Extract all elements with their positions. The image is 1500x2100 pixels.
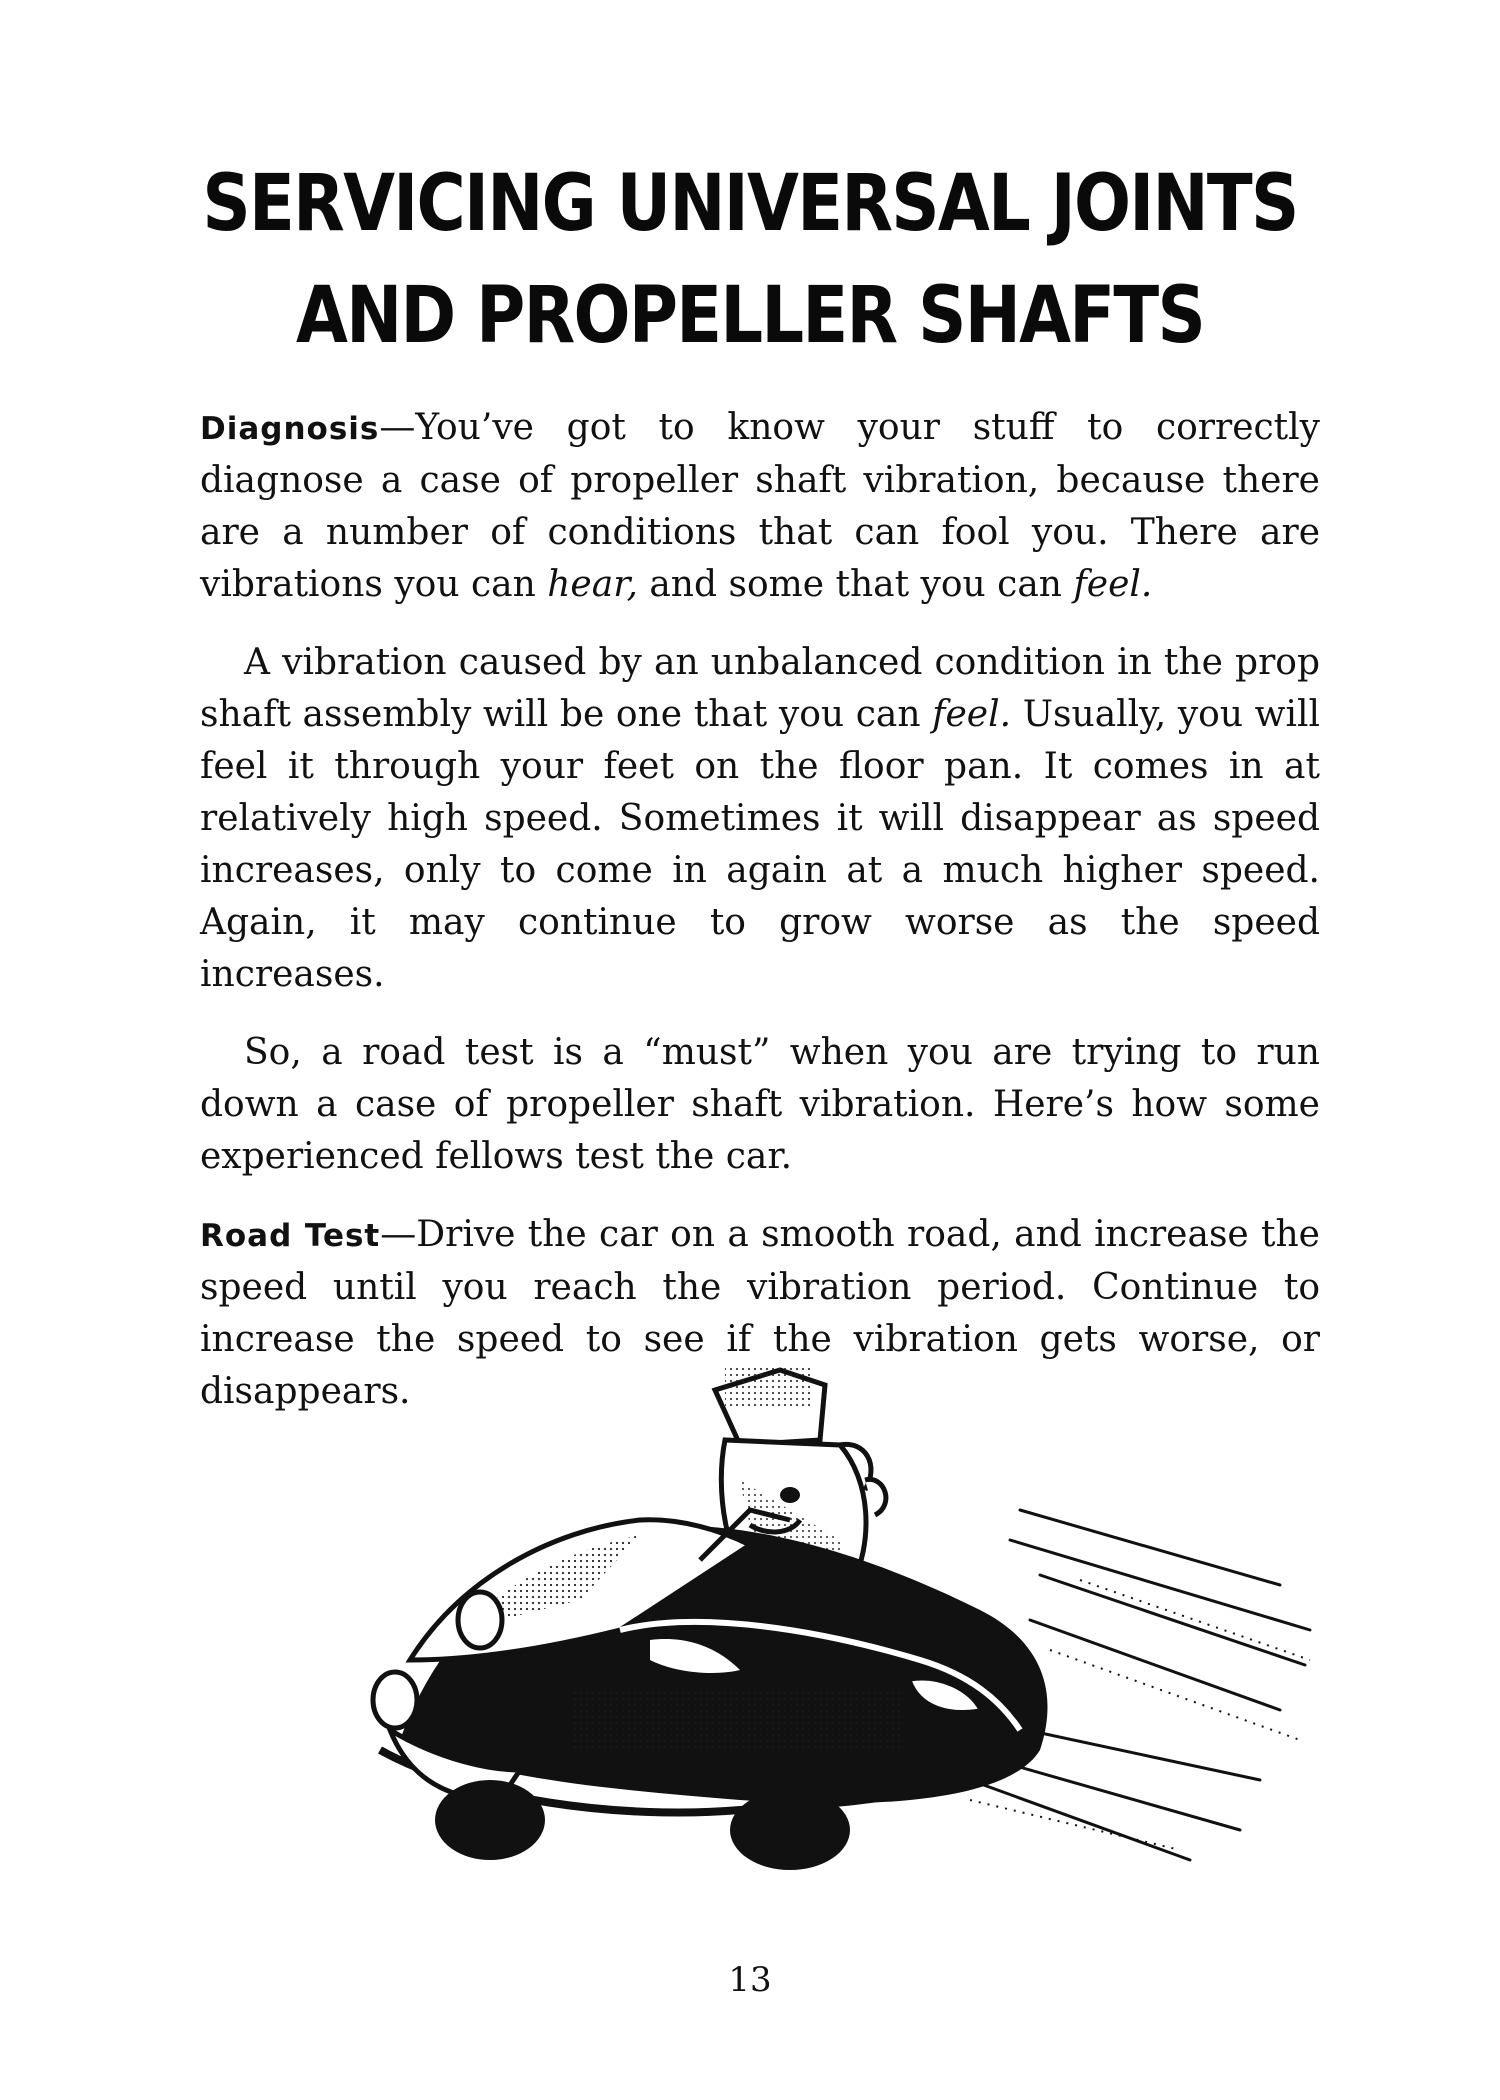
title-line-1: SERVICING UNIVERSAL JOINTS xyxy=(202,159,1298,249)
em-dash: — xyxy=(379,407,416,448)
diagnosis-heading: Diagnosis xyxy=(200,411,380,447)
car xyxy=(373,1510,1048,1870)
page-number: 13 xyxy=(728,1960,772,2000)
emphasis-feel: feel. xyxy=(1073,564,1153,605)
paragraph-text: Drive the car on a smooth road, and increase the speed until you reach the vibration period. Continue to increase the speed to see if the vibration gets worse, or disappears. xyxy=(200,1214,1320,1412)
paragraph-text: So, a road test is a “must” when you are trying to run down a case of propeller shaft vibration. Here’s how some experienced fellows test the car. xyxy=(200,1032,1320,1177)
paragraph-text: and some that you can xyxy=(637,564,1074,605)
paragraph-road-test-intro xyxy=(200,1027,1320,1183)
car-driver-illustration xyxy=(320,1330,1320,1890)
paragraph-text: You’ve got to know your stuff to correctly diagnose a case of propeller shaft vibration, because there are a number of conditions that can fool you. There are vibrations you can xyxy=(200,407,1320,605)
paragraph-text: Usually, you will feel it through your feet on the floor pan. It comes in at relatively high speed. Sometimes it will disappear as speed increases, only to come in again at a much higher speed. Again, it may continue to grow worse as the speed increases. xyxy=(200,694,1320,995)
emphasis-feel: feel. xyxy=(932,694,1012,735)
paragraph-text: A vibration caused by an unbalanced condition in the prop shaft assembly will be one that you can xyxy=(200,642,1320,735)
paragraph-diagnosis xyxy=(200,402,1320,611)
road-test-heading: Road Test xyxy=(200,1218,381,1254)
em-dash: — xyxy=(380,1214,417,1255)
paragraph-vibration xyxy=(200,637,1320,1001)
title-line-2: AND PROPELLER SHAFTS xyxy=(295,271,1205,361)
page-title xyxy=(105,148,1395,372)
emphasis-hear: hear, xyxy=(547,564,638,605)
body-text xyxy=(200,402,1320,1444)
